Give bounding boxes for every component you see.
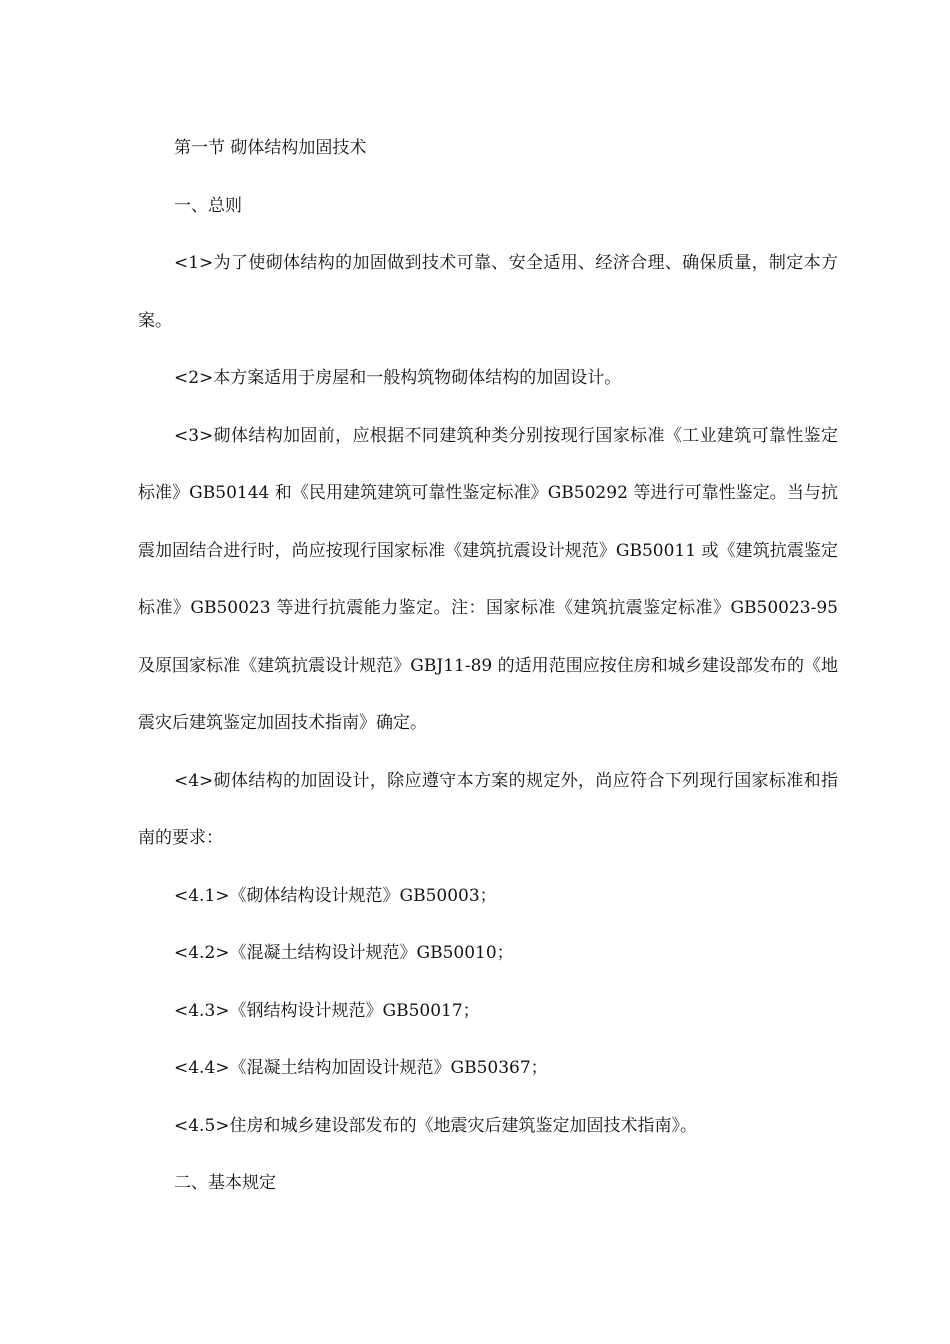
heading-basic-provisions: 二、基本规定 [174, 1173, 276, 1193]
paragraph-2: <2>本方案适用于房屋和一般构筑物砌体结构的加固设计。 [174, 368, 622, 388]
paragraph-1: <1>为了使砌体结构的加固做到技术可靠、安全适用、经济合理、确保质量，制定本方案。 [138, 253, 838, 331]
paragraph-4: <4>砌体结构的加固设计，除应遵守本方案的规定外，尚应符合下列现行国家标准和指南的要求： [138, 770, 838, 848]
list-item-4-2: <4.2>《混凝土结构设计规范》GB50010； [174, 943, 514, 963]
list-item-4-5: <4.5>住房和城乡建设部发布的《地震灾后建筑鉴定加固技术指南》。 [174, 1115, 698, 1136]
heading-general-provisions: 一、总则 [174, 195, 242, 216]
document-body [138, 120, 838, 1213]
list-item-4-4: <4.4>《混凝土结构加固设计规范》GB50367； [174, 1058, 548, 1078]
list-item-4-1: <4.1>《砌体结构设计规范》GB50003； [174, 885, 497, 906]
section-title: 第一节 砌体结构加固技术 [174, 138, 367, 158]
paragraph-3: <3>砌体结构加固前，应根据不同建筑种类分别按现行国家标准《工业建筑可靠性鉴定标准》GB50144 和《民用建筑建筑可靠性鉴定标准》GB50292 等进行可靠性鉴定。当与抗震加固结合进行时，尚应按现行国家标准《建筑抗震设计规范》GB50011 或《建筑抗震鉴定标准》GB50023 等进行抗震能力鉴定。注：国家标准《建筑抗震鉴定标准》GB50023-95 及原国家标准《建筑抗震设计规范》GBJ11-89 的适用范围应按住房和城乡建设部发布的《地震灾后建筑鉴定加固技术指南》确定。 [138, 425, 838, 733]
list-item-4-3: <4.3>《钢结构设计规范》GB50017； [174, 1000, 480, 1021]
